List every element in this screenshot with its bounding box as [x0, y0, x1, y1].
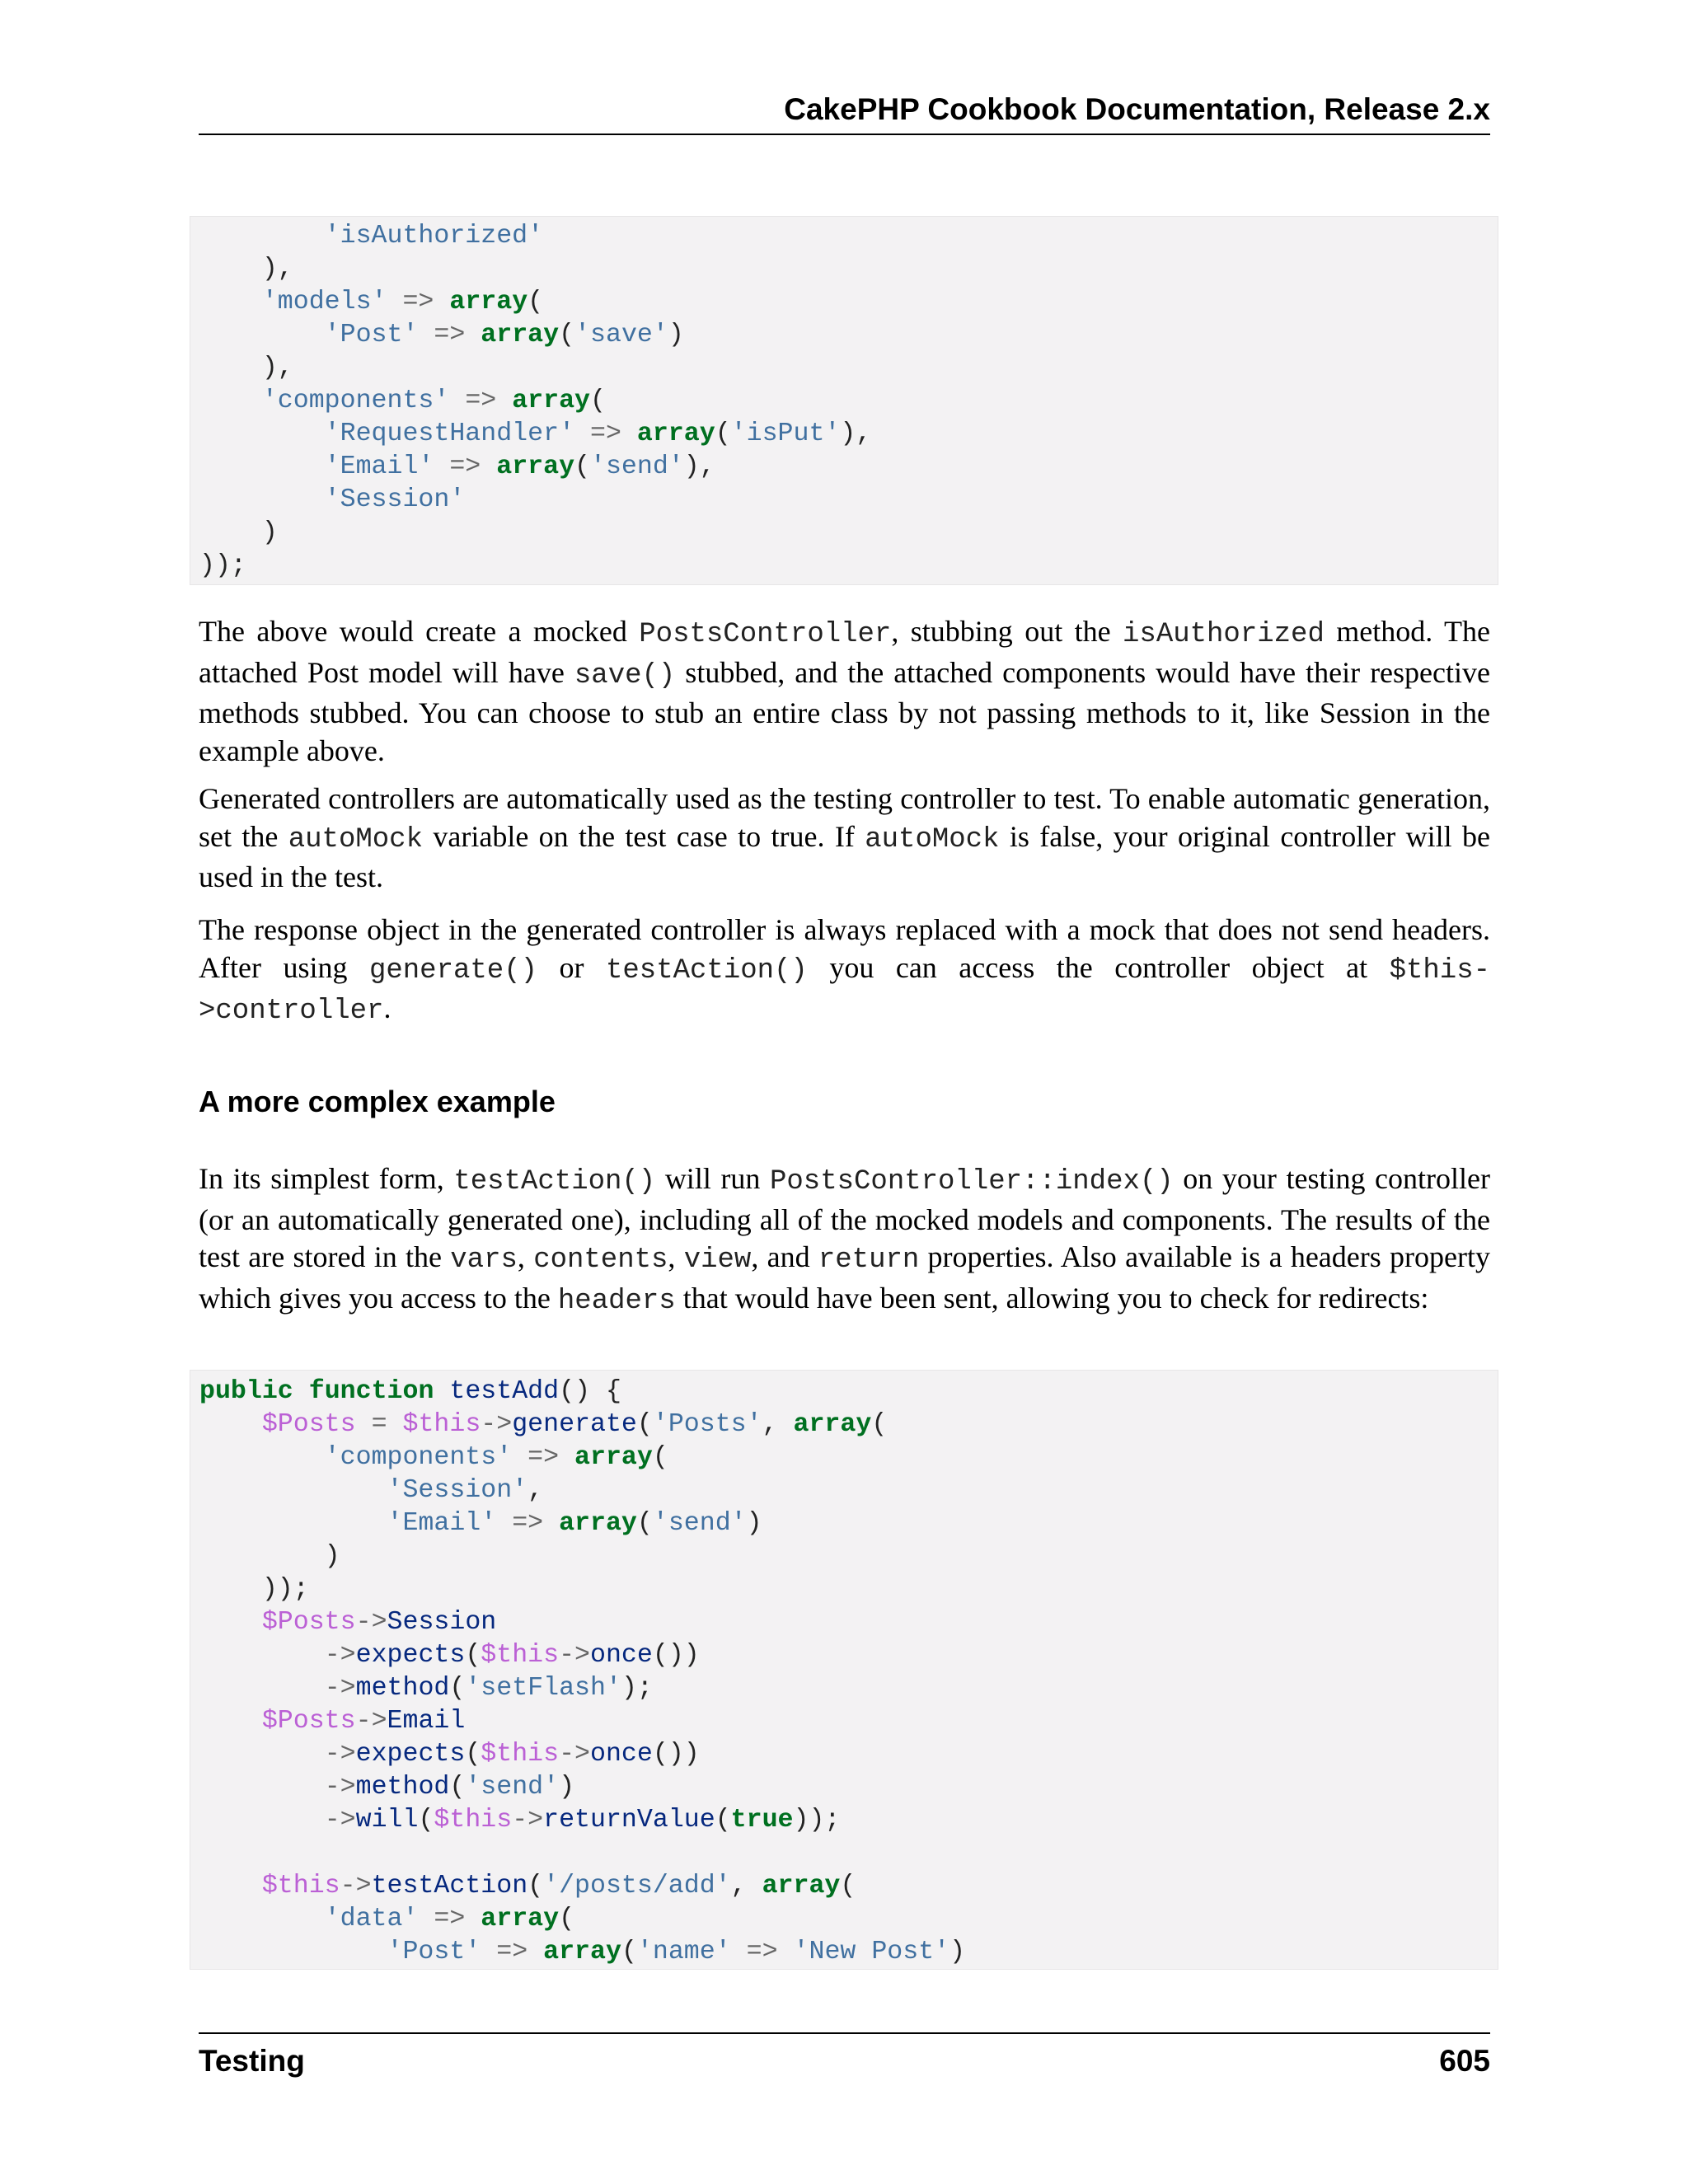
code-line [199, 222, 543, 251]
code-token: 'RequestHandler' [199, 419, 575, 448]
code-token [199, 1806, 325, 1835]
code-token: $this [481, 1740, 560, 1769]
code-token: -> [481, 1410, 513, 1439]
code-token [434, 1377, 449, 1406]
code-line [199, 1806, 840, 1835]
text-run: Generated controllers are automatically used as the testing controller to test. To enable automatic generation, set the [199, 782, 1490, 853]
code-token [778, 1938, 794, 1966]
code-token [199, 1707, 262, 1736]
code-token: -> [355, 1707, 387, 1736]
text-run: , and [751, 1240, 818, 1273]
code-token: 'setFlash' [465, 1674, 621, 1703]
code-token: true [730, 1806, 794, 1835]
code-token: ()) [652, 1641, 700, 1670]
code-token: -> [512, 1806, 544, 1835]
inline-code: generate() [368, 954, 538, 987]
page-number: 605 [1439, 2044, 1490, 2078]
code-line [199, 1938, 965, 1966]
code-token: () { [559, 1377, 621, 1406]
code-token: -> [559, 1740, 591, 1769]
code-token: testAdd [449, 1377, 560, 1406]
code-block-mock-config [190, 216, 1498, 585]
code-token: ( [465, 1740, 481, 1769]
code-token: , [730, 1872, 762, 1900]
code-token: 'data' [199, 1905, 419, 1933]
text-run: , [517, 1240, 534, 1273]
code-token: method [355, 1773, 450, 1802]
code-token: => [496, 1509, 544, 1538]
code-token: 'Email' [199, 1509, 497, 1538]
code-token: => [434, 452, 481, 481]
code-line [199, 1410, 887, 1439]
code-line [199, 419, 871, 448]
code-token: $this [481, 1641, 560, 1670]
footer-section-name: Testing [199, 2044, 305, 2078]
code-token: -> [324, 1773, 356, 1802]
text-run: will run [655, 1162, 770, 1195]
code-token: 'Session' [199, 1476, 528, 1505]
code-token: -> [324, 1641, 356, 1670]
text-run: method. The attached Post model will have [199, 615, 1490, 689]
code-token: 'components' [199, 387, 450, 415]
code-token: array [512, 387, 591, 415]
code-token: ( [621, 1938, 637, 1966]
code-token: 'models' [199, 288, 387, 316]
code-token [293, 1377, 309, 1406]
code-token: expects [355, 1740, 466, 1769]
code-token: generate [512, 1410, 637, 1439]
code-line [199, 1377, 621, 1406]
code-token: )); [199, 551, 246, 580]
code-token: testAction [371, 1872, 528, 1900]
code-token: ( [636, 1509, 653, 1538]
code-token: -> [324, 1674, 356, 1703]
code-token: 'isAuthorized' [199, 222, 544, 251]
footer-rule [199, 2032, 1490, 2034]
code-token: $Posts [261, 1707, 356, 1736]
code-token: )); [199, 1575, 309, 1604]
inline-code: testAction() [453, 1166, 656, 1197]
code-token: ); [621, 1674, 653, 1703]
code-token [465, 321, 481, 349]
code-token: 'Email' [199, 452, 434, 481]
code-token [496, 387, 512, 415]
code-token [199, 1641, 325, 1670]
header-rule [199, 134, 1490, 135]
code-token: array [793, 1410, 872, 1439]
code-line [199, 518, 278, 547]
code-token: 'save' [574, 321, 668, 349]
code-token: ( [715, 419, 731, 448]
code-token: ( [449, 1773, 466, 1802]
code-token: -> [340, 1872, 372, 1900]
code-token: once [590, 1740, 653, 1769]
code-token: ( [871, 1410, 888, 1439]
code-token: = [355, 1410, 387, 1439]
code-token: ), [199, 255, 293, 284]
code-token: => [512, 1443, 560, 1472]
inline-code: contents [533, 1244, 668, 1276]
inline-code: return [818, 1244, 920, 1276]
code-token: 'isPut' [730, 419, 841, 448]
code-token: ), [683, 452, 715, 481]
code-token [199, 1674, 325, 1703]
code-token: returnValue [543, 1806, 715, 1835]
code-token: => [449, 387, 497, 415]
code-token [199, 1872, 262, 1900]
code-token: method [355, 1674, 450, 1703]
text-run: . [383, 991, 392, 1024]
code-token: )); [793, 1806, 841, 1835]
code-token: array [481, 1905, 560, 1933]
paragraph-mocked-controller [199, 613, 1490, 770]
code-token: '/posts/add' [543, 1872, 731, 1900]
code-token: ( [840, 1872, 856, 1900]
code-token: => [481, 1938, 528, 1966]
code-token: ( [449, 1674, 466, 1703]
code-token: once [590, 1641, 653, 1670]
code-token: ) [950, 1938, 966, 1966]
inline-code: autoMock [865, 823, 1000, 855]
code-token: will [355, 1806, 419, 1835]
text-run: properties. Also available is a headers property which gives you access to the [199, 1240, 1490, 1315]
code-token: $Posts [261, 1608, 356, 1637]
code-token: 'send' [652, 1509, 747, 1538]
text-run: stubbed, and the attached components would have their respective methods stubbed. You can choose to stub an entire class by not passing methods to it, like Session in the example above. [199, 655, 1490, 767]
code-token: array [481, 321, 560, 349]
code-token: Session [387, 1608, 497, 1637]
code-token [434, 288, 449, 316]
paragraph-testaction [199, 1160, 1490, 1320]
code-line [199, 1905, 574, 1933]
paragraph-automock [199, 780, 1490, 897]
code-token: , [528, 1476, 544, 1505]
code-line [199, 255, 293, 284]
code-token: expects [355, 1641, 466, 1670]
text-run: on your testing controller (or an automatically generated one), including all of the mocked models and components. The results of the test are stored in the [199, 1162, 1490, 1273]
text-run: , stubbing out the [891, 615, 1123, 648]
code-token: array [496, 452, 575, 481]
code-token: => [387, 288, 434, 316]
code-line [199, 1773, 574, 1802]
code-token: 'Posts' [652, 1410, 762, 1439]
code-token: 'Session' [199, 485, 466, 514]
code-line [199, 288, 543, 316]
section-title: A more complex example [199, 1085, 556, 1118]
code-line [199, 1872, 856, 1900]
code-block-test-add [190, 1370, 1498, 1970]
code-token [559, 1443, 574, 1472]
code-token: ( [418, 1806, 434, 1835]
code-token: ( [528, 1872, 544, 1900]
code-token: ( [652, 1443, 668, 1472]
code-token: 'name' [636, 1938, 731, 1966]
code-token: ) [199, 1542, 340, 1571]
inline-code: PostsController::index() [770, 1166, 1174, 1197]
text-run: The above would create a mocked [199, 615, 640, 648]
code-line [199, 452, 715, 481]
code-token: ) [746, 1509, 762, 1538]
code-token: -> [559, 1641, 591, 1670]
code-line [199, 1509, 762, 1538]
code-token: $this [261, 1872, 340, 1900]
code-token: ( [715, 1806, 731, 1835]
code-token: 'New Post' [793, 1938, 950, 1966]
code-token: ()) [652, 1740, 700, 1769]
code-token: array [574, 1443, 653, 1472]
code-token: array [559, 1509, 637, 1538]
code-token [481, 452, 496, 481]
code-token: , [762, 1410, 794, 1439]
code-token: 'Post' [199, 321, 419, 349]
code-token: $this [402, 1410, 481, 1439]
code-token: -> [355, 1608, 387, 1637]
code-line [199, 1476, 543, 1505]
inline-code: headers [557, 1285, 676, 1317]
code-token: array [449, 288, 528, 316]
code-token: 'Post' [199, 1938, 481, 1966]
inline-code: vars [450, 1244, 518, 1276]
code-token: -> [324, 1740, 356, 1769]
code-token: ( [574, 452, 591, 481]
code-token [199, 1608, 262, 1637]
text-run: or [537, 950, 606, 984]
inline-code: PostsController [639, 619, 892, 650]
code-token: ) [668, 321, 684, 349]
code-token: 'send' [465, 1773, 560, 1802]
code-line [199, 1740, 700, 1769]
code-token: 'components' [199, 1443, 513, 1472]
code-line [199, 1575, 309, 1604]
code-line [199, 321, 684, 349]
code-token: ), [840, 419, 872, 448]
code-token: => [574, 419, 621, 448]
inline-code: testAction() [606, 954, 808, 987]
code-token [199, 1410, 262, 1439]
inline-code: isAuthorized [1123, 619, 1325, 650]
code-line [199, 1608, 496, 1637]
text-run: that would have been sent, allowing you to check for redirects: [675, 1281, 1429, 1315]
code-token: $Posts [261, 1410, 356, 1439]
text-run: you can access the controller object at [807, 950, 1390, 984]
code-token: ( [559, 1905, 575, 1933]
code-token: ), [199, 354, 293, 382]
code-token: ( [528, 288, 544, 316]
text-run: , [668, 1240, 684, 1273]
code-token [465, 1905, 481, 1933]
code-token: ( [636, 1410, 653, 1439]
code-token: array [762, 1872, 841, 1900]
running-header-title: CakePHP Cookbook Documentation, Release 2.x [784, 92, 1490, 126]
code-line [199, 1707, 465, 1736]
code-token: => [730, 1938, 778, 1966]
code-line [199, 387, 606, 415]
code-token: $this [434, 1806, 513, 1835]
code-token [621, 419, 637, 448]
inline-code: save() [574, 659, 676, 691]
code-line [199, 485, 465, 514]
inline-code: view [683, 1244, 752, 1276]
text-run: The response object in the generated controller is always replaced with a mock that does not send headers. After using [199, 913, 1490, 984]
code-token: ( [590, 387, 606, 415]
code-token: => [418, 1905, 466, 1933]
code-token: ) [559, 1773, 575, 1802]
paragraph-response-object [199, 912, 1490, 1031]
code-token: Email [387, 1707, 466, 1736]
code-token: => [418, 321, 466, 349]
code-token [199, 1773, 325, 1802]
code-line [199, 354, 293, 382]
text-run: is false, your original controller will be used in the test. [199, 819, 1490, 893]
text-run: In its simplest form, [199, 1162, 454, 1195]
code-token [387, 1410, 403, 1439]
code-token: ) [199, 518, 278, 547]
code-line [199, 551, 246, 580]
code-token: public [199, 1377, 293, 1406]
code-token [199, 1740, 325, 1769]
inline-code: $this->controller [199, 954, 1490, 1027]
code-token [543, 1509, 559, 1538]
code-line [199, 1641, 700, 1670]
code-token: ( [465, 1641, 481, 1670]
code-line [199, 1443, 668, 1472]
code-line [199, 1674, 653, 1703]
code-token: function [308, 1377, 434, 1406]
code-token: ( [559, 321, 575, 349]
code-token: array [636, 419, 715, 448]
code-token: 'send' [590, 452, 684, 481]
code-line [199, 1542, 340, 1571]
code-token [528, 1938, 543, 1966]
code-token: array [543, 1938, 621, 1966]
code-token: -> [324, 1806, 356, 1835]
text-run: variable on the test case to true. If [422, 819, 865, 853]
inline-code: autoMock [288, 823, 423, 855]
